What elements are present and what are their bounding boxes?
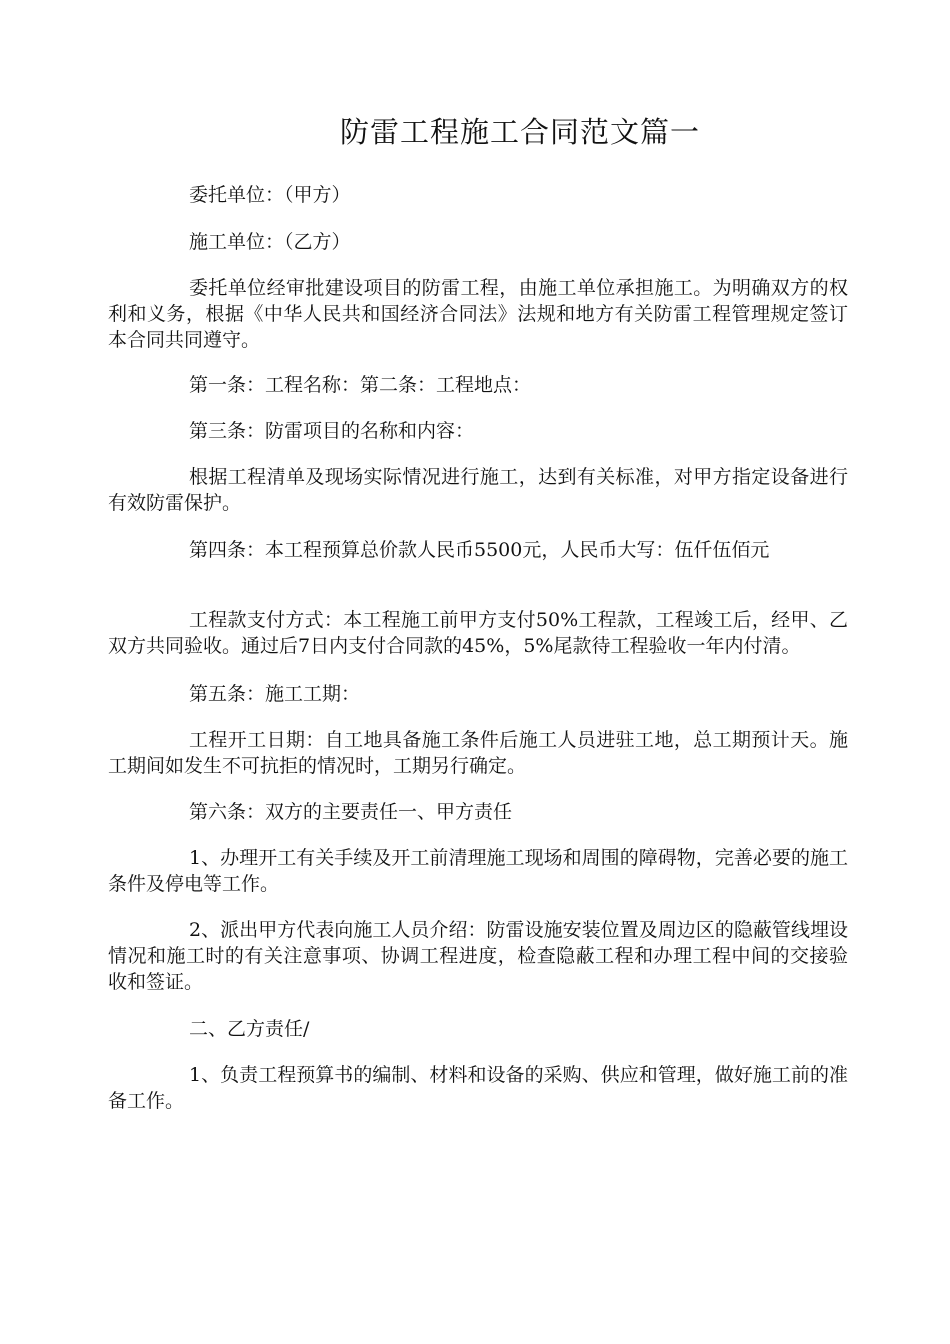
paragraph-party-b-heading: 二、乙方责任/ [189, 1018, 310, 1040]
paragraph-preamble: 委托单位经审批建设项目的防雷工程，由施工单位承担施工。为明确双方的权利和义务，根据《中华人民共和国经济合同法》法规和地方有关防雷工程管理规定签订本合同共同遵守。 [108, 277, 848, 351]
paragraph-party-b-duty-1: 1、负责工程预算书的编制、材料和设备的采购、供应和管理，做好施工前的准备工作。 [108, 1064, 848, 1112]
paragraph-article-4: 第四条：本工程预算总价款人民币5500元，人民币大写：伍仟伍佰元 [189, 539, 770, 561]
paragraph-article-5: 第五条：施工工期： [189, 683, 361, 705]
document-title: 防雷工程施工合同范文篇一 [339, 115, 700, 149]
paragraph-scope: 根据工程清单及现场实际情况进行施工，达到有关标准，对甲方指定设备进行有效防雷保护。 [108, 466, 848, 514]
paragraph-schedule: 工程开工日期：自工地具备施工条件后施工人员进驻工地，总工期预计天。施工期间如发生不可抗拒的情况时，工期另行确定。 [108, 729, 848, 777]
paragraph-article-6: 第六条：双方的主要责任一、甲方责任 [189, 801, 513, 823]
paragraph-payment: 工程款支付方式：本工程施工前甲方支付50%工程款，工程竣工后，经甲、乙双方共同验收。通过后7日内支付合同款的45%，5%尾款待工程验收一年内付清。 [108, 609, 848, 657]
paragraph-contractor: 施工单位：（乙方） [189, 231, 351, 253]
paragraph-client: 委托单位：（甲方） [189, 184, 351, 206]
paragraph-party-a-duty-2: 2、派出甲方代表向施工人员介绍：防雷设施安装位置及周边区的隐蔽管线埋设情况和施工时的有关注意事项、协调工程进度，检查隐蔽工程和办理工程中间的交接验收和签证。 [108, 919, 848, 993]
paragraph-article-3: 第三条：防雷项目的名称和内容： [189, 420, 475, 442]
paragraph-article-1-2: 第一条：工程名称：第二条：工程地点： [189, 374, 532, 396]
paragraph-party-a-duty-1: 1、办理开工有关手续及开工前清理施工现场和周围的障碍物，完善必要的施工条件及停电等工作。 [108, 847, 848, 895]
